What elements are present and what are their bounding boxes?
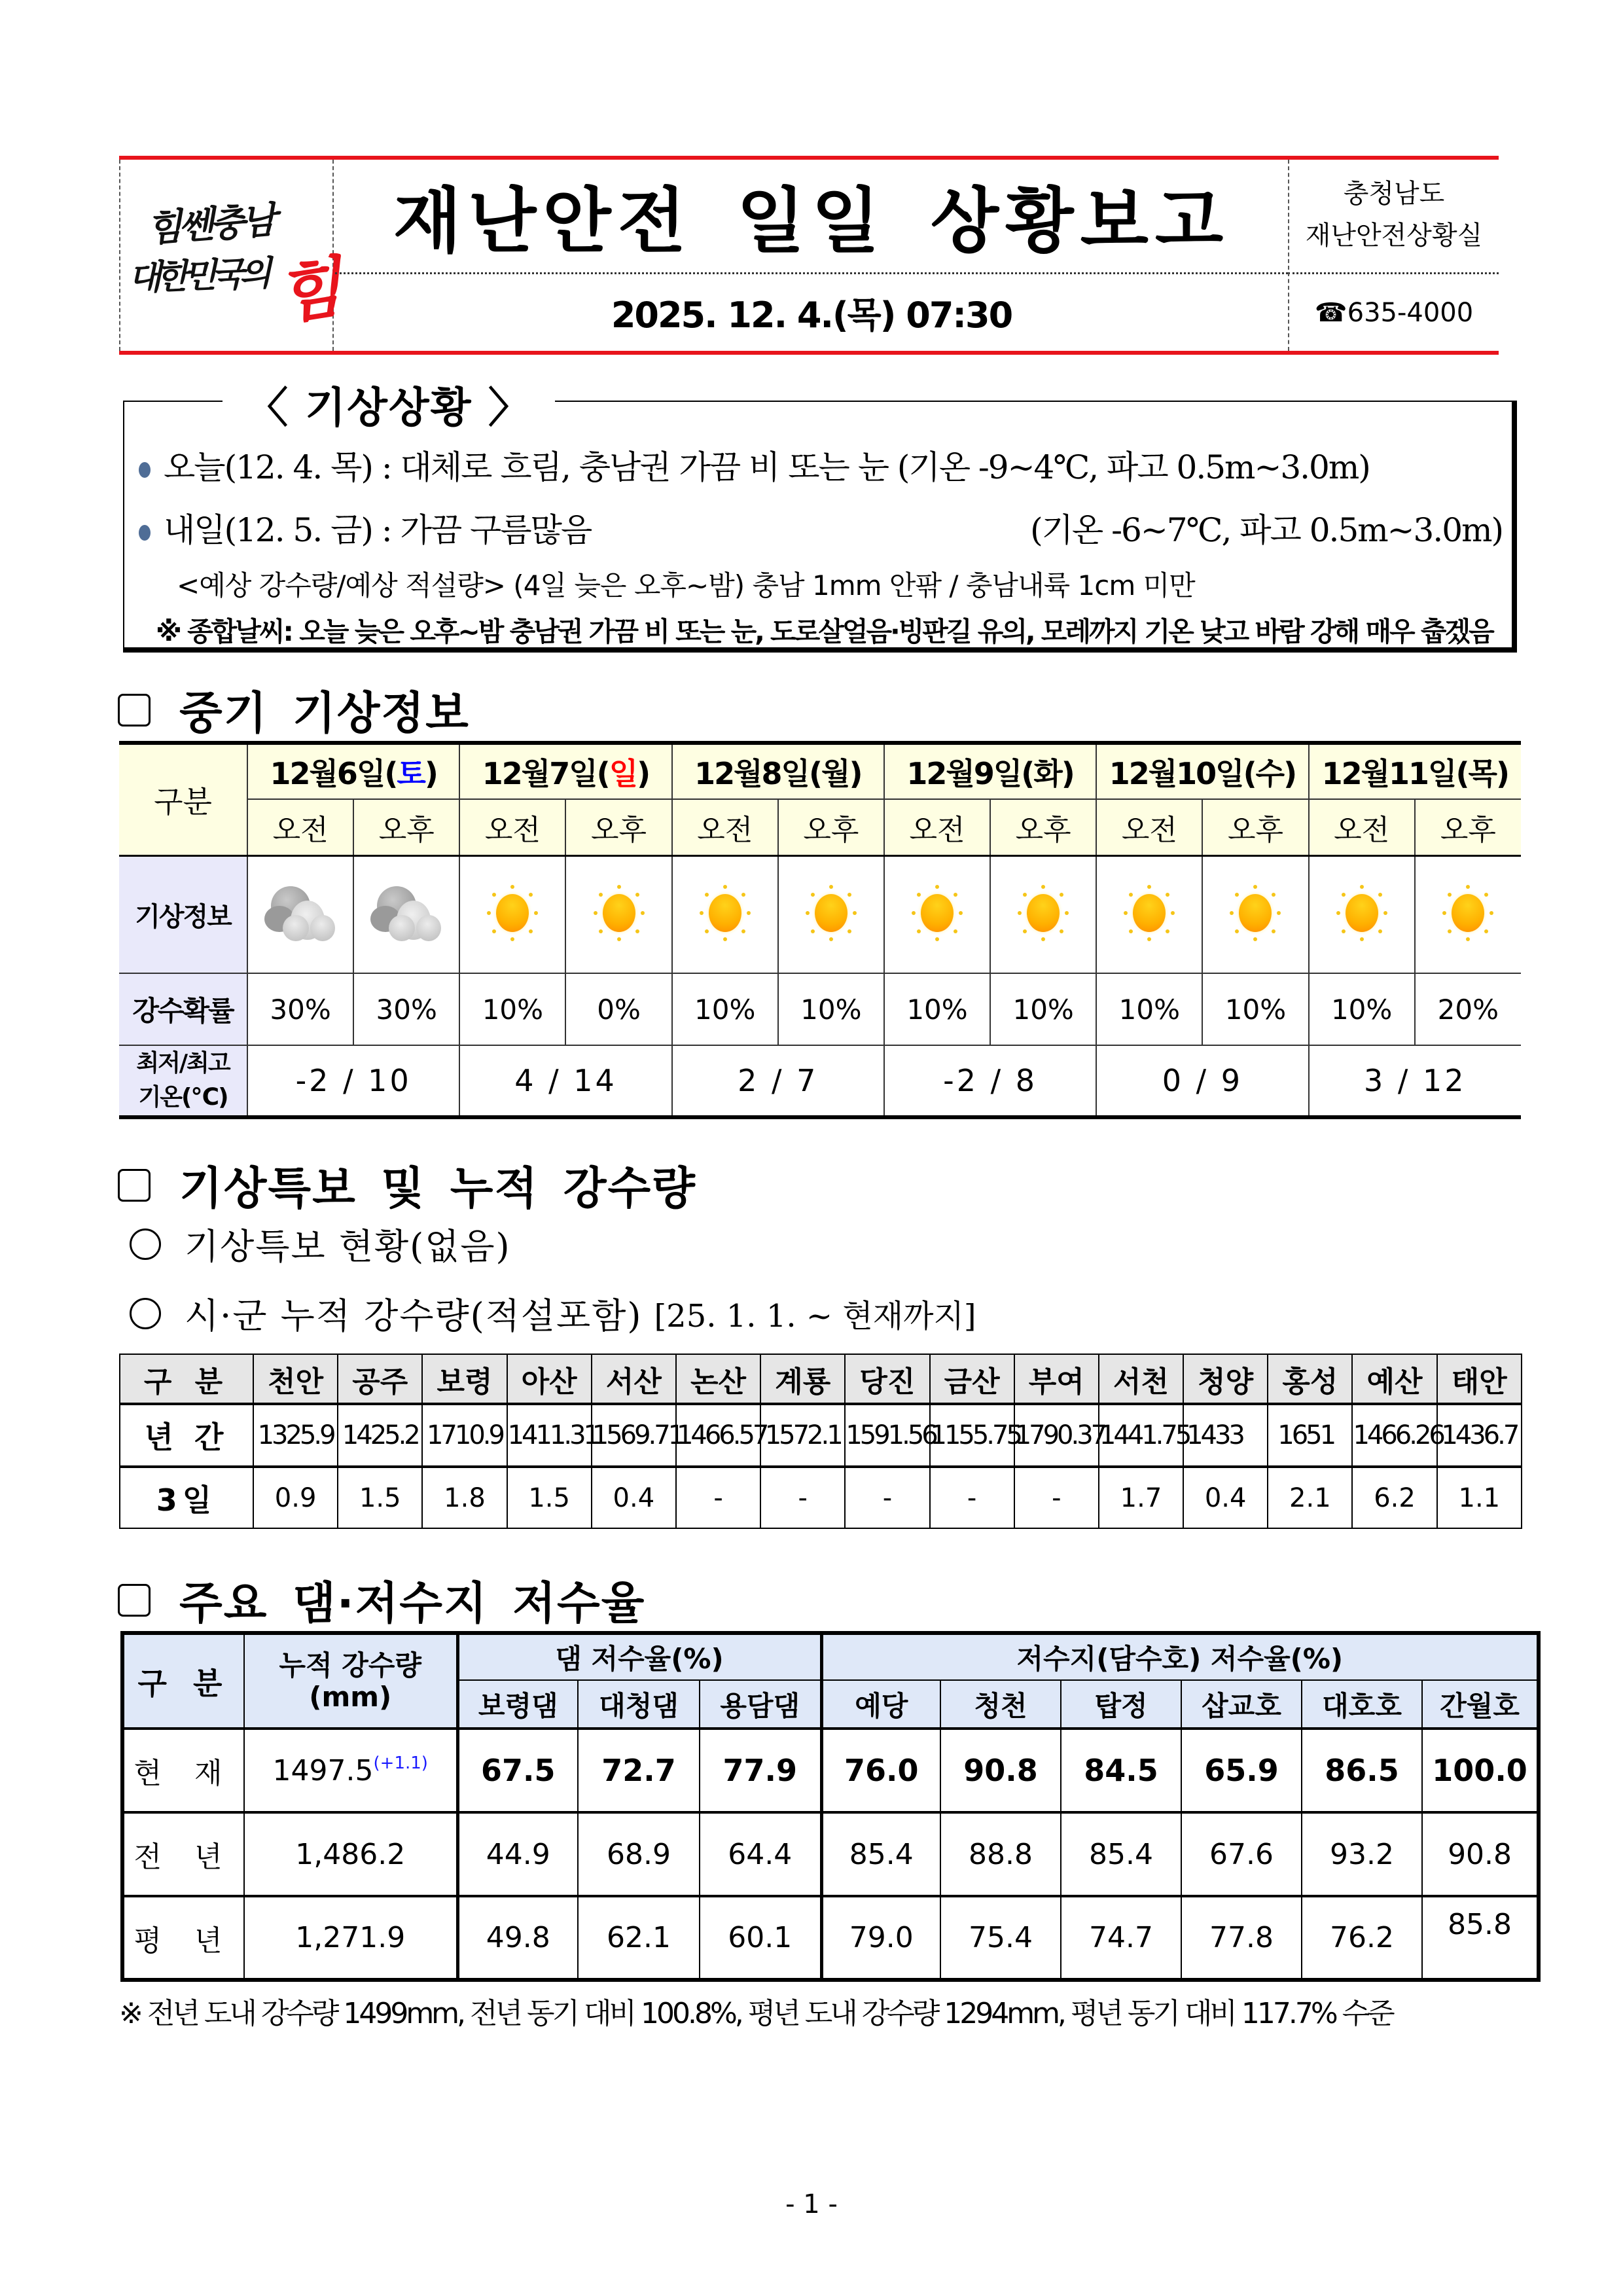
row-label-temp: 최저/최고 기온(℃) [119,1045,247,1117]
day-value: - [760,1467,845,1528]
logo-slogan-line2: 대한민국의 [128,253,268,298]
day-value: 1.5 [338,1467,422,1528]
dam-reservoir-table [120,1631,1541,1982]
weather-situation-box [123,401,1517,653]
reservoir-rate: 85.4 [1061,1812,1181,1896]
precip-prob: 10% [1309,973,1415,1045]
reservoir-rate: 67.6 [1181,1812,1302,1896]
annual-value: 1572.1 [760,1404,845,1467]
weather-cell [353,855,459,973]
annual-value: 1436.7 [1437,1404,1522,1467]
logo-slogan-emphasis: 힘 [273,247,347,334]
date-header: 12월7일(일) [459,743,671,799]
day-value: - [845,1467,929,1528]
date-header: 12월8일(월) [672,743,884,799]
precip-prob: 0% [565,973,671,1045]
day-value: - [930,1467,1014,1528]
dam-name: 대청댐 [578,1680,700,1729]
day-value: 2.1 [1268,1467,1352,1528]
precip-prob: 10% [1096,973,1202,1045]
city-header: 청양 [1183,1354,1268,1404]
today-weather: 오늘(12. 4. 목) : 대체로 흐림, 충남권 가끔 비 또는 눈 (기온 -9~4℃, 파고 0.5m~3.0m) [139,441,1370,488]
reservoir-rate: 76.0 [821,1729,940,1812]
weather-cell [1309,855,1415,973]
annual-value: 1466.57 [676,1404,760,1467]
day-value: 0.4 [592,1467,676,1528]
reservoir-name: 간월호 [1422,1680,1539,1729]
sunny-icon [701,889,749,937]
weather-cell [672,855,778,973]
precip-prob: 10% [778,973,884,1045]
city-header: 서산 [592,1354,676,1404]
header-dam-group: 댐 저수율(%) [457,1633,821,1680]
annual-value: 1591.56 [845,1404,929,1467]
cloudy-icon [264,884,336,942]
date-header: 12월11일(목) [1309,743,1521,799]
reservoir-rate: 90.8 [1422,1812,1539,1896]
table-row [122,1896,1539,1980]
section-title: 중기 기상정보 [179,688,470,740]
reservoir-rate: 74.7 [1061,1896,1181,1980]
tomorrow-weather-detail: (기온 -6~7℃, 파고 0.5m~3.0m) [1030,511,1503,549]
header-reservoir-group: 저수지(담수호) 저수율(%) [821,1633,1539,1680]
reservoir-rate: 76.2 [1302,1896,1422,1980]
day-value: - [676,1467,760,1528]
city-header: 계룡 [760,1354,845,1404]
dam-rate: 77.9 [700,1729,821,1812]
day-value: 0.9 [253,1467,338,1528]
circle-bullet-icon [130,1298,161,1329]
reservoir-name: 예당 [821,1680,940,1729]
province-logo [119,160,347,351]
temp-range: 3 / 12 [1309,1045,1521,1117]
reservoir-rate: 65.9 [1181,1729,1302,1812]
weather-cell [1202,855,1308,973]
weather-cell [1415,855,1521,973]
reservoir-rate: 90.8 [940,1729,1061,1812]
section-special-reports [118,1153,696,1217]
tomorrow-weather: 내일(12. 5. 금) : 가끔 구름많음 [139,504,591,551]
sunny-icon [807,889,855,937]
sunny-icon [1125,889,1173,937]
section-title: 기상특보 및 누적 강수량 [179,1163,696,1215]
reservoir-rate: 77.8 [1181,1896,1302,1980]
dam-rate: 64.4 [700,1812,821,1896]
report-header [119,156,1499,355]
reservoir-rate: 86.5 [1302,1729,1422,1812]
report-datetime: 2025. 12. 4.(목) 07:30 [335,272,1288,351]
header-gubun: 구분 [119,743,247,855]
day-value: 1.7 [1099,1467,1183,1528]
weather-cell [884,855,990,973]
am-header: 오전 [1309,799,1415,855]
bullet-icon [139,525,151,541]
org-office: 재난안전상황실 [1305,221,1483,251]
pm-header: 오후 [353,799,459,855]
sunny-icon [1338,889,1386,937]
day-value: 1.8 [422,1467,507,1528]
weather-cell [565,855,671,973]
precip-prob: 10% [884,973,990,1045]
weather-cell [1096,855,1202,973]
row-label-precip: 강수확률 [119,973,247,1045]
pm-header: 오후 [778,799,884,855]
dam-rate: 44.9 [457,1812,578,1896]
annual-value: 1155.75 [930,1404,1014,1467]
cum-rainfall: 1,271.9 [244,1896,457,1980]
dam-name: 용담댐 [700,1680,821,1729]
forecast-amount: <예상 강수량/예상 적설량> (4일 늦은 오후~밤) 충남 1mm 안팎 / 충남내륙 1cm 미만 [177,569,1195,601]
sunny-icon [1231,889,1279,937]
city-header: 공주 [338,1354,422,1404]
city-header: 금산 [930,1354,1014,1404]
weather-summary: ※ 종합날씨: 오늘 늦은 오후~밤 충남권 가끔 비 또는 눈, 도로살얼음·빙판길 유의, 모레까지 기온 낮고 바람 강해 매우 춥겠음 [156,616,1493,647]
reservoir-name: 대호호 [1302,1680,1422,1729]
section-dams [118,1568,645,1632]
sunny-icon [1019,889,1067,937]
precip-prob: 30% [247,973,353,1045]
row-label-day: 3일 [120,1467,253,1528]
precip-prob: 30% [353,973,459,1045]
midterm-forecast-table [119,741,1521,1119]
phone-number: 635-4000 [1347,297,1474,328]
section-midterm [118,678,470,742]
reservoir-rate: 93.2 [1302,1812,1422,1896]
am-header: 오전 [247,799,353,855]
page-number: - 1 - [785,2189,838,2219]
city-header: 보령 [422,1354,507,1404]
reservoir-rate: 84.5 [1061,1729,1181,1812]
annual-value: 1441.75 [1099,1404,1183,1467]
organization [1288,160,1499,270]
row-label: 전 년 [122,1812,244,1896]
annual-value: 1710.9 [422,1404,507,1467]
table-row [122,1729,1539,1812]
row-label: 현 재 [122,1729,244,1812]
bullet-icon [139,462,151,478]
reservoir-rate: 79.0 [821,1896,940,1980]
sunny-icon [913,889,961,937]
cloudy-icon [370,884,442,942]
cum-rainfall: 1,486.2 [244,1812,457,1896]
annual-value: 1411.31 [507,1404,592,1467]
sunny-icon [1444,889,1492,937]
sunny-icon [488,889,537,937]
page-title: 재난안전 일일 상황보고 [393,180,1230,262]
reservoir-name: 삽교호 [1181,1680,1302,1729]
am-header: 오전 [884,799,990,855]
contact-phone [1288,272,1499,351]
weather-cell [778,855,884,973]
date-header: 12월10일(수) [1096,743,1308,799]
weather-cell [990,855,1096,973]
reservoir-rate: 75.4 [940,1896,1061,1980]
reservoir-name: 탑정 [1061,1680,1181,1729]
reservoir-name: 청천 [940,1680,1061,1729]
day-value: 6.2 [1352,1467,1436,1528]
rainfall-table [119,1354,1522,1529]
temp-range: 2 / 7 [672,1045,884,1117]
special-report-status: 기상특보 현황(없음) [130,1219,511,1269]
annual-value: 1325.9 [253,1404,338,1467]
am-header: 오전 [1096,799,1202,855]
city-header: 논산 [676,1354,760,1404]
cum-rainfall: $1497.5^{(+1.1)}$ [244,1729,457,1812]
pm-header: 오후 [1202,799,1308,855]
weather-cell [247,855,353,973]
reservoir-rate: 85.4 [821,1812,940,1896]
reservoir-rate: 88.8 [940,1812,1061,1896]
header-cum-rainfall: 누적 강수량 (mm) [244,1633,457,1729]
pm-header: 오후 [565,799,671,855]
square-bullet-icon [118,1169,151,1202]
annual-value: 1425.2 [338,1404,422,1467]
row-label: 평 년 [122,1896,244,1980]
pm-header: 오후 [1415,799,1521,855]
dam-rate: 72.7 [578,1729,700,1812]
annual-value: 1790.37 [1014,1404,1099,1467]
city-header: 천안 [253,1354,338,1404]
dam-rate: 62.1 [578,1896,700,1980]
annual-value: 1433 [1183,1404,1268,1467]
annual-value: 1466.26 [1352,1404,1436,1467]
dam-rate: 68.9 [578,1812,700,1896]
date-header: 12월9일(화) [884,743,1096,799]
pm-header: 오후 [990,799,1096,855]
org-province: 충청남도 [1343,179,1445,209]
date-header: 12월6일(토) [247,743,459,799]
temp-range: -2 / 10 [247,1045,459,1117]
square-bullet-icon [118,694,151,726]
precip-prob: 10% [1202,973,1308,1045]
city-header: 태안 [1437,1354,1522,1404]
city-header: 부여 [1014,1354,1099,1404]
precip-prob: 10% [672,973,778,1045]
sunny-icon [595,889,643,937]
city-header: 홍성 [1268,1354,1352,1404]
table-row [122,1812,1539,1896]
temp-range: -2 / 8 [884,1045,1096,1117]
weather-situation-title: 〈 기상상황 〉 [223,374,555,435]
precip-prob: 20% [1415,973,1521,1045]
header-gubun: 구 분 [120,1354,253,1404]
precip-prob: 10% [459,973,565,1045]
circle-bullet-icon [130,1229,161,1260]
temp-range: 0 / 9 [1096,1045,1308,1117]
weather-cell [459,855,565,973]
day-value: 1.1 [1437,1467,1522,1528]
reservoir-rate: 85.8 [1422,1896,1539,1980]
reservoir-rate: 100.0 [1422,1729,1539,1812]
dam-name: 보령댐 [457,1680,578,1729]
section-title: 주요 댐·저수지 저수율 [179,1578,646,1630]
cumulative-rainfall-heading: 시·군 누적 강수량(적설포함) [25. 1. 1. ~ 현재까지] [130,1288,976,1338]
square-bullet-icon [118,1584,151,1617]
city-header: 당진 [845,1354,929,1404]
am-header: 오전 [672,799,778,855]
temp-range: 4 / 14 [459,1045,671,1117]
rainfall-footnote: ※ 전년 도내 강수량 1499mm, 전년 동기 대비 100.8%, 평년 도내 강수량 1294mm, 평년 동기 대비 117.7% 수준 [119,1997,1393,2030]
phone-icon: ☎ [1314,297,1347,328]
annual-value: 1651 [1268,1404,1352,1467]
dam-rate: 67.5 [457,1729,578,1812]
row-label-weather: 기상정보 [119,855,247,973]
city-header: 예산 [1352,1354,1436,1404]
annual-value: 1569.71 [592,1404,676,1467]
delta-badge: (+1.1) [373,1753,428,1773]
row-label-annual: 년 간 [120,1404,253,1467]
city-header: 서천 [1099,1354,1183,1404]
dam-rate: 60.1 [700,1896,821,1980]
precip-prob: 10% [990,973,1096,1045]
logo-slogan-line1: 힘쎈충남 [145,198,274,251]
dam-rate: 49.8 [457,1896,578,1980]
header-gubun: 구 분 [122,1633,244,1729]
day-value: 0.4 [1183,1467,1268,1528]
day-value: 1.5 [507,1467,592,1528]
am-header: 오전 [459,799,565,855]
city-header: 아산 [507,1354,592,1404]
day-value: - [1014,1467,1099,1528]
